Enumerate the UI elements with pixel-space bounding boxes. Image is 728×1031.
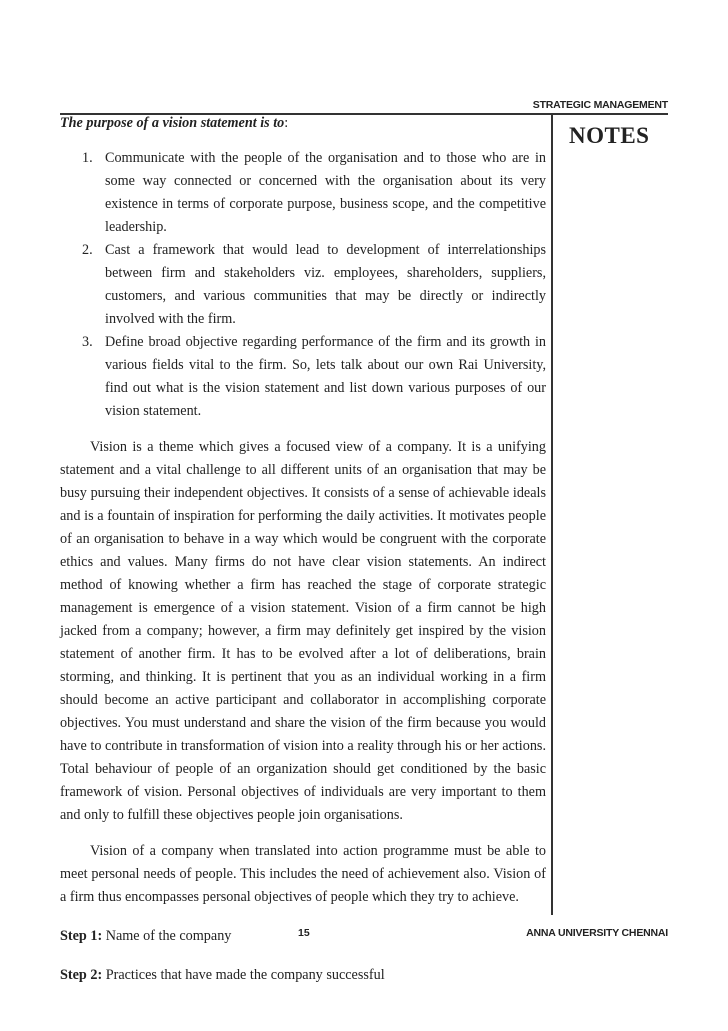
intro-text: The purpose of a vision statement is to xyxy=(60,115,285,131)
page-number: 15 xyxy=(298,927,310,939)
notes-heading: NOTES xyxy=(569,123,650,148)
footer-organization: ANNA UNIVERSITY CHENNAI xyxy=(526,927,668,939)
purpose-list xyxy=(60,147,546,423)
list-number: 2. xyxy=(82,242,93,258)
step-label: Step 2: xyxy=(60,967,103,983)
step-label: Step 1: xyxy=(60,928,103,944)
main-content xyxy=(60,112,546,987)
running-header: STRATEGIC MANAGEMENT xyxy=(532,99,668,111)
intro-colon: : xyxy=(284,115,289,131)
list-text: Cast a framework that would lead to development of interrelationships between firm and stakeholders viz. employees, shareholders, suppliers, customers, and various communities that may be directly or indirectly involved with the firm. xyxy=(105,242,546,327)
body-paragraph: Vision is a theme which gives a focused view of a company. It is a unifying statement and a vital challenge to all different units of an organisation that may be busy pursuing their independent objectives. It consists of a sense of achievable ideals and is a fountain of inspiration for performing the daily activities. It motivates people of an organisation to behave in a way which would be congruent with the corporate ethics and values. Many firms do not have clear vision statements. An indirect method of knowing whether a firm has reached the stage of corporate strategic management is emergence of a vision statement. Vision of a firm cannot be high jacked from a company; however, a firm may definitely get inspired by the vision statement of another firm. It has to be evolved after a lot of deliberations, brain storming, and thinking. It is pertinent that you as an individual working in a firm should become an active participant and collaborator in accomplishing corporate objectives. You must understand and share the vision of the firm because you would have to contribute in transformation of vision into a reality through his or her actions. Total behaviour of people of an organization should get conditioned by the basic framework of vision. Personal objectives of individuals are very important to them and only to fulfill these objectives people join organisations. xyxy=(60,439,546,823)
list-text: Communicate with the people of the organisation and to those who are in some way connected or concerned with the organisation about its very existence in terms of corporate purpose, business scope, and the competitive leadership. xyxy=(105,150,546,235)
list-text: Define broad objective regarding performance of the firm and its growth in various fields vital to the firm. So, lets talk about our own Rai University, find out what is the vision statement and list down various purposes of our vision statement. xyxy=(105,334,546,419)
body-paragraph: Vision of a company when translated into action programme must be able to meet personal needs of people. This includes the need of achievement also. Vision of a firm thus encompasses personal objectives of people which they try to achieve. xyxy=(60,843,546,905)
list-number: 1. xyxy=(82,150,93,166)
list-item xyxy=(60,239,546,331)
list-item xyxy=(60,147,546,239)
list-item xyxy=(60,331,546,423)
intro-line xyxy=(60,112,546,135)
step-line xyxy=(60,964,546,987)
step-text: Name of the company xyxy=(105,928,232,944)
step-text: Practices that have made the company successful xyxy=(105,967,385,983)
notes-column-divider xyxy=(551,115,553,915)
list-number: 3. xyxy=(82,334,93,350)
